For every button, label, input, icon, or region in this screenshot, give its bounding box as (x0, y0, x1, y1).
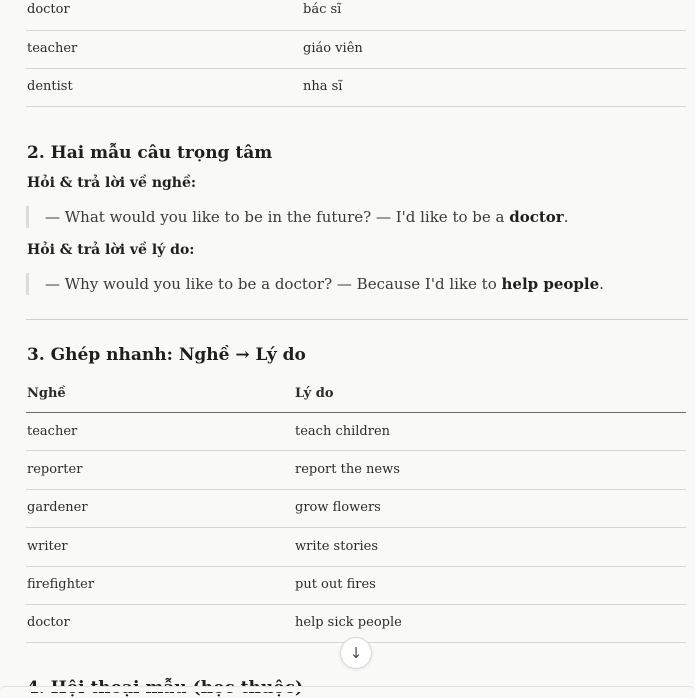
quote-bold: help people (501, 275, 600, 293)
job-cell: teacher (27, 424, 78, 439)
vocab-vi: nha sĩ (303, 79, 343, 94)
table-row (26, 567, 686, 605)
quote-text: — What would you like to be in the future? — I'd like to be a doctor. (45, 208, 569, 226)
quote-bold: doctor (509, 208, 564, 226)
section-heading: 2. Hai mẫu câu trọng tâm (27, 143, 273, 163)
subheading: Hỏi & trả lời về lý do: (27, 242, 195, 258)
job-cell: writer (27, 539, 68, 554)
table-row (26, 490, 686, 528)
reason-cell: write stories (295, 539, 379, 554)
reason-cell: report the news (295, 462, 400, 477)
vocab-en: teacher (27, 41, 78, 56)
reason-cell: teach children (295, 424, 391, 439)
reason-cell: put out fires (295, 577, 376, 592)
input-bar-edge (0, 686, 695, 692)
job-cell: doctor (27, 615, 70, 630)
reason-cell: help sick people (295, 615, 402, 630)
job-cell: gardener (27, 500, 88, 515)
vocab-en: doctor (27, 2, 70, 17)
section-heading: 3. Ghép nhanh: Nghề → Lý do (27, 345, 306, 365)
table-header (26, 374, 686, 413)
table-row (26, 451, 686, 490)
vocab-vi: bác sĩ (303, 2, 342, 17)
scroll-down-button[interactable] (340, 637, 372, 669)
quote-text: — Why would you like to be a doctor? — Because I'd like to help people. (45, 275, 604, 293)
table-row (26, 69, 686, 107)
job-cell: reporter (27, 462, 83, 477)
vocab-en: dentist (27, 79, 73, 94)
arrow-down-icon: ↓ (349, 644, 363, 662)
table-row (26, 413, 686, 451)
subheading: Hỏi & trả lời về nghề: (27, 175, 197, 191)
job-cell: firefighter (27, 577, 95, 592)
table-row (26, 30, 686, 69)
table-row (26, 528, 686, 567)
vocab-vi: giáo viên (303, 41, 363, 56)
header-reason: Lý do (295, 386, 334, 401)
reason-cell: grow flowers (295, 500, 381, 515)
table-row (26, 0, 686, 31)
header-job: Nghề (27, 386, 66, 401)
blockquote (26, 206, 669, 228)
blockquote (26, 273, 669, 295)
divider (26, 319, 688, 320)
